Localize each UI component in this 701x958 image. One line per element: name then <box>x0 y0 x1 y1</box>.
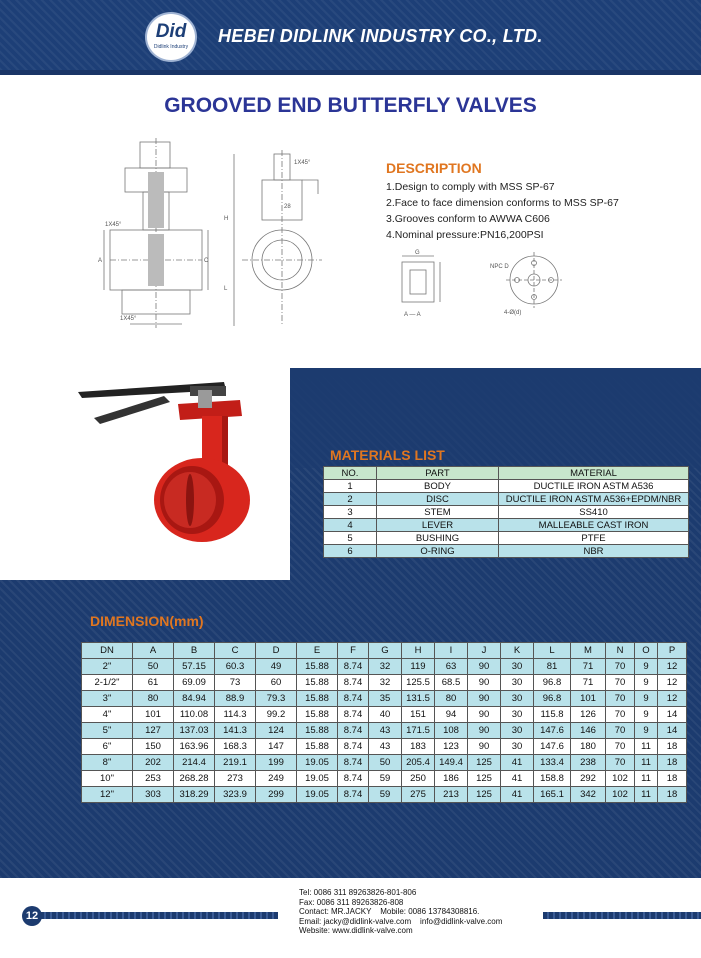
table-row <box>82 691 687 707</box>
table-cell: 11 <box>635 787 658 803</box>
table-cell: 8.74 <box>338 739 369 755</box>
contact-email: Email: jacky@didlink-valve.com info@didlink-valve.com <box>299 916 503 926</box>
table-cell: LEVER <box>377 519 499 532</box>
table-cell: 15.88 <box>297 659 338 675</box>
column-header: P <box>658 643 687 659</box>
table-cell: 71 <box>571 659 606 675</box>
contact-tel: Tel: 0086 311 89263826-801-806 <box>299 888 417 897</box>
table-cell: 30 <box>501 691 534 707</box>
table-cell: BODY <box>377 480 499 493</box>
table-cell: 147 <box>256 739 297 755</box>
table-cell: 2-1/2" <box>82 675 133 691</box>
dim-label-chamfer-bottom: 1X45° <box>120 316 137 322</box>
table-cell: 35 <box>369 691 402 707</box>
table-cell: 11 <box>635 739 658 755</box>
table-cell: 18 <box>658 771 687 787</box>
table-cell: 18 <box>658 787 687 803</box>
dim-label-chamfer-side: 1X45° <box>294 160 311 166</box>
table-cell: 14 <box>658 707 687 723</box>
contact-fax: Fax: 0086 311 89263826-808 <box>299 897 404 907</box>
table-cell: 202 <box>133 755 174 771</box>
table-cell: BUSHING <box>377 532 499 545</box>
table-cell: 81 <box>534 659 571 675</box>
table-cell: 3 <box>324 506 377 519</box>
table-cell: 11 <box>635 771 658 787</box>
table-cell: 199 <box>256 755 297 771</box>
table-cell: 96.8 <box>534 691 571 707</box>
table-cell: 146 <box>571 723 606 739</box>
table-cell: 253 <box>133 771 174 787</box>
table-cell: 5" <box>82 723 133 739</box>
dimension-heading: DIMENSION(mm) <box>90 613 204 629</box>
table-cell: 275 <box>402 787 435 803</box>
table-cell: 30 <box>501 739 534 755</box>
table-cell: 114.3 <box>215 707 256 723</box>
table-cell: 11 <box>635 755 658 771</box>
table-cell: 8" <box>82 755 133 771</box>
table-cell: 8.74 <box>338 675 369 691</box>
table-cell: 19.05 <box>297 787 338 803</box>
table-cell: 299 <box>256 787 297 803</box>
dim-label-l: L <box>224 286 228 292</box>
table-cell: 2" <box>82 659 133 675</box>
table-cell: 9 <box>635 723 658 739</box>
column-header: C <box>215 643 256 659</box>
table-cell: 41 <box>501 787 534 803</box>
column-header: J <box>468 643 501 659</box>
materials-table <box>323 466 689 558</box>
table-cell: 115.8 <box>534 707 571 723</box>
table-cell: 70 <box>606 755 635 771</box>
detail-label-g: G <box>415 250 420 256</box>
dimension-table <box>81 642 687 803</box>
header-rule <box>0 70 701 75</box>
table-cell: 61 <box>133 675 174 691</box>
table-cell: 125 <box>468 787 501 803</box>
materials-heading: MATERIALS LIST <box>330 447 445 463</box>
column-header: B <box>174 643 215 659</box>
table-cell: 19.05 <box>297 771 338 787</box>
table-row <box>82 707 687 723</box>
table-cell: 80 <box>133 691 174 707</box>
table-cell: 94 <box>435 707 468 723</box>
table-cell: 15.88 <box>297 723 338 739</box>
flange-label-holes: 4-Ø(d) <box>504 310 522 316</box>
side-elevation-drawing <box>222 150 332 330</box>
column-header: K <box>501 643 534 659</box>
table-cell: 2 <box>324 493 377 506</box>
table-cell: 273 <box>215 771 256 787</box>
table-cell: 40 <box>369 707 402 723</box>
table-cell: 268.28 <box>174 771 215 787</box>
footer-rule-right <box>543 912 701 919</box>
table-row <box>82 675 687 691</box>
table-cell: 90 <box>468 659 501 675</box>
column-header: DN <box>82 643 133 659</box>
table-cell: 68.5 <box>435 675 468 691</box>
front-section-drawing <box>100 138 212 332</box>
table-cell: MALLEABLE CAST IRON <box>499 519 689 532</box>
table-cell: 19.05 <box>297 755 338 771</box>
table-cell: 60.3 <box>215 659 256 675</box>
table-cell: 8.74 <box>338 707 369 723</box>
table-cell: 119 <box>402 659 435 675</box>
column-header: H <box>402 643 435 659</box>
table-cell: 9 <box>635 691 658 707</box>
table-cell: 8.74 <box>338 723 369 739</box>
dim-label-a: A <box>98 258 103 264</box>
table-cell: 9 <box>635 707 658 723</box>
table-cell: 70 <box>606 691 635 707</box>
dim-label-28: 28 <box>284 204 291 210</box>
table-cell: 186 <box>435 771 468 787</box>
description-item: 3.Grooves conform to AWWA C606 <box>386 213 550 225</box>
table-cell: 30 <box>501 659 534 675</box>
column-header: PART <box>377 467 499 480</box>
table-cell: 165.1 <box>534 787 571 803</box>
table-cell: 149.4 <box>435 755 468 771</box>
table-cell: 318.29 <box>174 787 215 803</box>
table-cell: 32 <box>369 675 402 691</box>
table-cell: 70 <box>606 659 635 675</box>
flange-detail-drawing <box>484 248 579 318</box>
table-cell: 70 <box>606 723 635 739</box>
contact-info <box>299 888 502 936</box>
table-cell: 102 <box>606 787 635 803</box>
table-row <box>324 532 689 545</box>
table-row <box>324 506 689 519</box>
column-header: L <box>534 643 571 659</box>
table-cell: 8.74 <box>338 755 369 771</box>
table-cell: 213 <box>435 787 468 803</box>
table-cell: 43 <box>369 723 402 739</box>
table-cell: 163.96 <box>174 739 215 755</box>
table-cell: 9 <box>635 659 658 675</box>
stem-detail-drawing <box>378 248 458 320</box>
table-cell: 1 <box>324 480 377 493</box>
table-cell: 12 <box>658 691 687 707</box>
description-item: 2.Face to face dimension conforms to MSS SP-67 <box>386 197 619 209</box>
table-cell: 151 <box>402 707 435 723</box>
table-cell: 4" <box>82 707 133 723</box>
table-cell: 70 <box>606 739 635 755</box>
table-cell: 238 <box>571 755 606 771</box>
table-cell: 88.9 <box>215 691 256 707</box>
description-list <box>386 179 619 243</box>
table-cell: 12 <box>658 659 687 675</box>
dim-label-chamfer-top: 1X45° <box>105 222 122 228</box>
table-row <box>82 755 687 771</box>
table-cell: DISC <box>377 493 499 506</box>
table-cell: 30 <box>501 675 534 691</box>
table-cell: 73 <box>215 675 256 691</box>
table-cell: 323.9 <box>215 787 256 803</box>
table-cell: 70 <box>606 675 635 691</box>
table-cell: 57.15 <box>174 659 215 675</box>
table-cell: 50 <box>133 659 174 675</box>
column-header: G <box>369 643 402 659</box>
table-cell: 131.5 <box>402 691 435 707</box>
contact-person: Contact: MR.JACKY Mobile: 0086 13784308816. <box>299 907 480 917</box>
description-item: 1.Design to comply with MSS SP-67 <box>386 181 555 193</box>
table-cell: 141.3 <box>215 723 256 739</box>
table-header-row <box>324 467 689 480</box>
flange-label-npc: NPC D <box>490 264 509 270</box>
table-cell: 183 <box>402 739 435 755</box>
table-cell: 5 <box>324 532 377 545</box>
table-cell: 96.8 <box>534 675 571 691</box>
table-cell: SS410 <box>499 506 689 519</box>
footer-rule-left <box>40 912 278 919</box>
column-header: O <box>635 643 658 659</box>
description-item: 4.Nominal pressure:PN16,200PSI <box>386 229 544 241</box>
table-cell: 126 <box>571 707 606 723</box>
table-cell: 43 <box>369 739 402 755</box>
table-row <box>324 519 689 532</box>
table-cell: 90 <box>468 691 501 707</box>
table-cell: 90 <box>468 675 501 691</box>
column-header: F <box>338 643 369 659</box>
table-cell: 110.08 <box>174 707 215 723</box>
table-cell: 79.3 <box>256 691 297 707</box>
table-row <box>82 723 687 739</box>
table-row <box>82 739 687 755</box>
table-cell: 14 <box>658 723 687 739</box>
table-cell: 123 <box>435 739 468 755</box>
table-cell: 147.6 <box>534 723 571 739</box>
page-title: GROOVED END BUTTERFLY VALVES <box>164 94 537 117</box>
table-cell: 41 <box>501 755 534 771</box>
table-cell: 90 <box>468 707 501 723</box>
column-header: MATERIAL <box>499 467 689 480</box>
logo-subtitle: Didlink Industry <box>153 44 189 50</box>
table-row <box>324 480 689 493</box>
table-cell: 133.4 <box>534 755 571 771</box>
table-cell: 84.94 <box>174 691 215 707</box>
table-cell: 18 <box>658 739 687 755</box>
table-cell: 219.1 <box>215 755 256 771</box>
table-row <box>82 787 687 803</box>
table-cell: 125 <box>468 755 501 771</box>
table-cell: 9 <box>635 675 658 691</box>
table-cell: NBR <box>499 545 689 558</box>
butterfly-valve-photo <box>74 372 274 552</box>
column-header: I <box>435 643 468 659</box>
table-cell: 50 <box>369 755 402 771</box>
table-cell: 205.4 <box>402 755 435 771</box>
table-cell: 342 <box>571 787 606 803</box>
table-cell: 15.88 <box>297 691 338 707</box>
table-cell: 41 <box>501 771 534 787</box>
table-cell: 8.74 <box>338 659 369 675</box>
table-cell: 70 <box>606 707 635 723</box>
table-cell: 60 <box>256 675 297 691</box>
table-cell: 10" <box>82 771 133 787</box>
column-header: E <box>297 643 338 659</box>
table-row <box>82 771 687 787</box>
table-cell: O-RING <box>377 545 499 558</box>
table-cell: 15.88 <box>297 739 338 755</box>
column-header: NO. <box>324 467 377 480</box>
table-cell: 137.03 <box>174 723 215 739</box>
table-cell: 59 <box>369 771 402 787</box>
dim-label-h: H <box>224 216 229 222</box>
table-cell: 15.88 <box>297 707 338 723</box>
table-cell: PTFE <box>499 532 689 545</box>
table-cell: 18 <box>658 755 687 771</box>
column-header: A <box>133 643 174 659</box>
table-cell: 108 <box>435 723 468 739</box>
table-cell: 63 <box>435 659 468 675</box>
table-cell: 99.2 <box>256 707 297 723</box>
logo-mark: Did <box>155 21 187 42</box>
table-row <box>324 493 689 506</box>
table-cell: DUCTILE IRON ASTM A536 <box>499 480 689 493</box>
table-cell: 8.74 <box>338 771 369 787</box>
table-cell: 125.5 <box>402 675 435 691</box>
table-cell: 4 <box>324 519 377 532</box>
detail-label-section: A — A <box>404 312 421 318</box>
table-cell: 59 <box>369 787 402 803</box>
table-cell: 147.6 <box>534 739 571 755</box>
table-cell: 292 <box>571 771 606 787</box>
table-cell: 127 <box>133 723 174 739</box>
table-cell: 6" <box>82 739 133 755</box>
table-cell: 6 <box>324 545 377 558</box>
table-cell: 158.8 <box>534 771 571 787</box>
page-number: 12 <box>22 906 42 926</box>
table-cell: DUCTILE IRON ASTM A536+EPDM/NBR <box>499 493 689 506</box>
table-cell: STEM <box>377 506 499 519</box>
table-cell: 15.88 <box>297 675 338 691</box>
column-header: M <box>571 643 606 659</box>
table-cell: 168.3 <box>215 739 256 755</box>
table-cell: 32 <box>369 659 402 675</box>
company-logo <box>147 14 195 60</box>
table-cell: 8.74 <box>338 691 369 707</box>
table-cell: 3" <box>82 691 133 707</box>
table-cell: 90 <box>468 723 501 739</box>
table-cell: 8.74 <box>338 787 369 803</box>
table-row <box>324 545 689 558</box>
dim-label-c: C <box>204 258 209 264</box>
table-cell: 150 <box>133 739 174 755</box>
table-cell: 124 <box>256 723 297 739</box>
table-cell: 71 <box>571 675 606 691</box>
table-cell: 80 <box>435 691 468 707</box>
table-cell: 250 <box>402 771 435 787</box>
table-cell: 101 <box>133 707 174 723</box>
description-heading: DESCRIPTION <box>386 160 482 176</box>
table-cell: 180 <box>571 739 606 755</box>
contact-website: Website: www.didlink-valve.com <box>299 926 413 936</box>
table-cell: 49 <box>256 659 297 675</box>
table-cell: 30 <box>501 707 534 723</box>
table-row <box>82 659 687 675</box>
table-cell: 102 <box>606 771 635 787</box>
table-cell: 12 <box>658 675 687 691</box>
table-cell: 303 <box>133 787 174 803</box>
table-cell: 249 <box>256 771 297 787</box>
table-cell: 125 <box>468 771 501 787</box>
table-cell: 101 <box>571 691 606 707</box>
table-cell: 214.4 <box>174 755 215 771</box>
table-cell: 12" <box>82 787 133 803</box>
table-cell: 90 <box>468 739 501 755</box>
table-cell: 69.09 <box>174 675 215 691</box>
company-name: HEBEI DIDLINK INDUSTRY CO., LTD. <box>218 26 543 46</box>
table-cell: 30 <box>501 723 534 739</box>
table-header-row <box>82 643 687 659</box>
table-cell: 171.5 <box>402 723 435 739</box>
column-header: N <box>606 643 635 659</box>
column-header: D <box>256 643 297 659</box>
